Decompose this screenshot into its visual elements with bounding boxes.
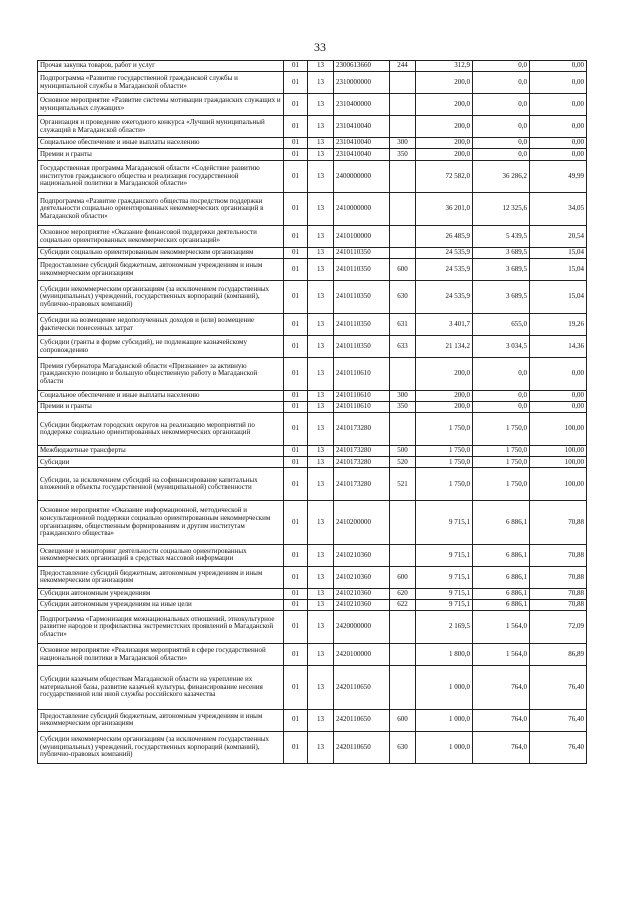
row-target-article-code: 2420110650: [334, 666, 390, 710]
table-row: [38, 116, 587, 138]
row-target-article-code: 2310410040: [334, 116, 390, 138]
row-execution-percent: 100,00: [530, 468, 587, 501]
row-actual-amount: 3 689,5: [473, 259, 530, 281]
table-row: [38, 402, 587, 413]
row-execution-percent: 70,88: [530, 544, 587, 566]
table-row: [38, 358, 587, 391]
row-name: Подпрограмма «Развитие государственной гражданской службы и муниципальной службы в Магаданской области»: [38, 72, 284, 94]
table-row: [38, 468, 587, 501]
row-subsection-code: 13: [308, 600, 334, 611]
row-target-article-code: 2410110610: [334, 358, 390, 391]
row-expense-type-code: 630: [390, 281, 416, 314]
row-name: Межбюджетные трансферты: [38, 446, 284, 457]
table-row: [38, 666, 587, 710]
budget-table: [37, 60, 587, 764]
row-target-article-code: 2310410040: [334, 138, 390, 149]
row-plan-amount: 26 485,9: [416, 226, 473, 248]
row-plan-amount: 9 715,1: [416, 544, 473, 566]
row-section-code: 01: [284, 193, 308, 226]
row-target-article-code: 2420100000: [334, 644, 390, 666]
row-expense-type-code: 350: [390, 149, 416, 160]
row-expense-type-code: 600: [390, 566, 416, 588]
row-name: Премия губернатора Магаданской области «Признание» за активную гражданскую позицию и большую общественную работу в Магаданской области: [38, 358, 284, 391]
row-actual-amount: 6 886,1: [473, 566, 530, 588]
row-expense-type-code: [390, 116, 416, 138]
row-target-article-code: 2410110350: [334, 281, 390, 314]
row-section-code: 01: [284, 72, 308, 94]
row-section-code: 01: [284, 336, 308, 358]
row-actual-amount: 0,0: [473, 61, 530, 72]
row-execution-percent: 100,00: [530, 457, 587, 468]
row-actual-amount: 764,0: [473, 709, 530, 731]
row-subsection-code: 13: [308, 468, 334, 501]
row-execution-percent: 0,00: [530, 61, 587, 72]
row-section-code: 01: [284, 149, 308, 160]
row-actual-amount: 36 286,2: [473, 160, 530, 193]
row-plan-amount: 200,0: [416, 390, 473, 401]
row-expense-type-code: 244: [390, 61, 416, 72]
row-subsection-code: 13: [308, 644, 334, 666]
table-row: [38, 731, 587, 764]
row-plan-amount: 9 715,1: [416, 588, 473, 599]
row-target-article-code: 2410173280: [334, 457, 390, 468]
row-plan-amount: 200,0: [416, 358, 473, 391]
row-actual-amount: 0,0: [473, 390, 530, 401]
table-row: [38, 544, 587, 566]
row-section-code: 01: [284, 666, 308, 710]
row-name: Субсидии: [38, 457, 284, 468]
row-subsection-code: 13: [308, 193, 334, 226]
row-plan-amount: 24 535,9: [416, 259, 473, 281]
row-expense-type-code: [390, 611, 416, 644]
row-target-article-code: 2400000000: [334, 160, 390, 193]
table-row: [38, 193, 587, 226]
row-execution-percent: 70,88: [530, 588, 587, 599]
row-plan-amount: 3 401,7: [416, 314, 473, 336]
row-section-code: 01: [284, 501, 308, 545]
row-expense-type-code: 631: [390, 314, 416, 336]
row-subsection-code: 13: [308, 149, 334, 160]
row-expense-type-code: [390, 94, 416, 116]
row-subsection-code: 13: [308, 413, 334, 446]
row-execution-percent: 0,00: [530, 358, 587, 391]
row-plan-amount: 9 715,1: [416, 501, 473, 545]
table-row: [38, 611, 587, 644]
row-name: Субсидии социально ориентированным некоммерческим организациям: [38, 248, 284, 259]
row-actual-amount: 0,0: [473, 116, 530, 138]
row-execution-percent: 70,88: [530, 566, 587, 588]
row-target-article-code: 2410210360: [334, 600, 390, 611]
row-expense-type-code: [390, 248, 416, 259]
row-section-code: 01: [284, 644, 308, 666]
row-execution-percent: 15,04: [530, 281, 587, 314]
row-expense-type-code: [390, 226, 416, 248]
table-row: [38, 259, 587, 281]
row-name: Предоставление субсидий бюджетным, автономным учреждениям и иным некоммерческим организациям: [38, 259, 284, 281]
row-actual-amount: 1 750,0: [473, 413, 530, 446]
row-expense-type-code: 300: [390, 138, 416, 149]
row-target-article-code: 2410210360: [334, 544, 390, 566]
row-name: Организация и проведение ежегодного конкурса «Лучший муниципальный служащий в Магаданской области»: [38, 116, 284, 138]
row-section-code: 01: [284, 446, 308, 457]
row-plan-amount: 200,0: [416, 116, 473, 138]
row-execution-percent: 34,05: [530, 193, 587, 226]
row-expense-type-code: 620: [390, 588, 416, 599]
row-execution-percent: 70,88: [530, 600, 587, 611]
row-plan-amount: 312,9: [416, 61, 473, 72]
row-name: Освещение и мониторинг деятельности социально ориентированных некоммерческих организаций в средствах массовой информации: [38, 544, 284, 566]
row-execution-percent: 14,36: [530, 336, 587, 358]
row-section-code: 01: [284, 390, 308, 401]
row-actual-amount: 0,0: [473, 402, 530, 413]
row-subsection-code: 13: [308, 666, 334, 710]
row-plan-amount: 21 134,2: [416, 336, 473, 358]
row-expense-type-code: [390, 413, 416, 446]
row-section-code: 01: [284, 94, 308, 116]
row-execution-percent: 100,00: [530, 446, 587, 457]
row-plan-amount: 1 000,0: [416, 709, 473, 731]
row-subsection-code: 13: [308, 390, 334, 401]
row-actual-amount: 1 750,0: [473, 446, 530, 457]
row-execution-percent: 0,00: [530, 138, 587, 149]
row-plan-amount: 2 169,5: [416, 611, 473, 644]
row-subsection-code: 13: [308, 248, 334, 259]
row-name: Предоставление субсидий бюджетным, автономным учреждениям и иным некоммерческим организациям: [38, 566, 284, 588]
row-section-code: 01: [284, 61, 308, 72]
row-actual-amount: 764,0: [473, 731, 530, 764]
row-actual-amount: 0,0: [473, 149, 530, 160]
row-execution-percent: 15,04: [530, 248, 587, 259]
row-target-article-code: 2410110350: [334, 314, 390, 336]
row-name: Субсидии казачьим обществам Магаданской области на укрепление их материальной базы, развитие казачьей культуры, финансирование несения государственной или иной службы российского казачества: [38, 666, 284, 710]
row-execution-percent: 20,54: [530, 226, 587, 248]
row-plan-amount: 200,0: [416, 149, 473, 160]
row-plan-amount: 1 750,0: [416, 468, 473, 501]
row-name: Подпрограмма «Гармонизация межнациональных отношений, этнокультурное развитие народов и профилактика экстремистских проявлений в Магаданской области»: [38, 611, 284, 644]
table-row: [38, 588, 587, 599]
row-actual-amount: 1 564,0: [473, 644, 530, 666]
row-actual-amount: 12 325,6: [473, 193, 530, 226]
row-expense-type-code: [390, 160, 416, 193]
row-section-code: 01: [284, 566, 308, 588]
table-row: [38, 248, 587, 259]
row-subsection-code: 13: [308, 116, 334, 138]
row-plan-amount: 1 800,0: [416, 644, 473, 666]
row-target-article-code: 2410110350: [334, 259, 390, 281]
row-section-code: 01: [284, 468, 308, 501]
row-target-article-code: 2420110650: [334, 731, 390, 764]
row-subsection-code: 13: [308, 72, 334, 94]
row-target-article-code: 2410210360: [334, 566, 390, 588]
row-plan-amount: 1 000,0: [416, 731, 473, 764]
row-subsection-code: 13: [308, 226, 334, 248]
table-row: [38, 281, 587, 314]
row-subsection-code: 13: [308, 544, 334, 566]
row-expense-type-code: [390, 501, 416, 545]
row-plan-amount: 200,0: [416, 402, 473, 413]
row-expense-type-code: [390, 72, 416, 94]
row-plan-amount: 1 750,0: [416, 446, 473, 457]
row-expense-type-code: [390, 358, 416, 391]
row-subsection-code: 13: [308, 138, 334, 149]
row-target-article-code: 2410110610: [334, 390, 390, 401]
row-plan-amount: 24 535,9: [416, 281, 473, 314]
row-name: Субсидии (гранты в форме субсидий), не подлежащие казначейскому сопровождению: [38, 336, 284, 358]
table-row: [38, 457, 587, 468]
row-actual-amount: 6 886,1: [473, 600, 530, 611]
row-execution-percent: 76,40: [530, 709, 587, 731]
table-row: [38, 600, 587, 611]
row-target-article-code: 2410173280: [334, 446, 390, 457]
row-target-article-code: 2410173280: [334, 468, 390, 501]
row-expense-type-code: 630: [390, 731, 416, 764]
row-name: Государственная программа Магаданской области «Содействие развитию институтов гражданского общества и реализация государственной национальной политики в Магаданской области»: [38, 160, 284, 193]
row-section-code: 01: [284, 281, 308, 314]
row-section-code: 01: [284, 226, 308, 248]
row-name: Субсидии на возмещение недополученных доходов и (или) возмещение фактически понесенных затрат: [38, 314, 284, 336]
row-section-code: 01: [284, 413, 308, 446]
row-expense-type-code: 500: [390, 446, 416, 457]
table-row: [38, 390, 587, 401]
row-plan-amount: 200,0: [416, 94, 473, 116]
row-plan-amount: 24 535,9: [416, 248, 473, 259]
row-name: Субсидии некоммерческим организациям (за исключением государственных (муниципальных) учреждений, государственных корпораций (компаний), публично-правовых компаний): [38, 731, 284, 764]
row-execution-percent: 76,40: [530, 666, 587, 710]
row-name: Подпрограмма «Развитие гражданского общества посредством поддержки деятельности социально ориентированных некоммерческих организаций в Магаданской области»: [38, 193, 284, 226]
row-subsection-code: 13: [308, 336, 334, 358]
row-section-code: 01: [284, 588, 308, 599]
row-target-article-code: 2410100000: [334, 226, 390, 248]
table-row: [38, 413, 587, 446]
row-target-article-code: 2310400000: [334, 94, 390, 116]
row-execution-percent: 86,89: [530, 644, 587, 666]
row-section-code: 01: [284, 731, 308, 764]
row-execution-percent: 0,00: [530, 72, 587, 94]
row-plan-amount: 200,0: [416, 72, 473, 94]
row-expense-type-code: 350: [390, 402, 416, 413]
row-subsection-code: 13: [308, 588, 334, 599]
row-plan-amount: 1 750,0: [416, 457, 473, 468]
row-actual-amount: 764,0: [473, 666, 530, 710]
row-actual-amount: 5 439,5: [473, 226, 530, 248]
row-subsection-code: 13: [308, 358, 334, 391]
table-row: [38, 446, 587, 457]
row-subsection-code: 13: [308, 446, 334, 457]
row-actual-amount: 1 564,0: [473, 611, 530, 644]
row-subsection-code: 13: [308, 457, 334, 468]
row-expense-type-code: 300: [390, 390, 416, 401]
row-expense-type-code: 600: [390, 709, 416, 731]
row-actual-amount: 1 750,0: [473, 468, 530, 501]
row-subsection-code: 13: [308, 94, 334, 116]
row-expense-type-code: [390, 666, 416, 710]
row-expense-type-code: 622: [390, 600, 416, 611]
row-target-article-code: 2420110650: [334, 709, 390, 731]
row-execution-percent: 0,00: [530, 94, 587, 116]
row-actual-amount: 3 689,5: [473, 281, 530, 314]
row-expense-type-code: [390, 644, 416, 666]
row-expense-type-code: [390, 544, 416, 566]
row-execution-percent: 72,09: [530, 611, 587, 644]
row-actual-amount: 1 750,0: [473, 457, 530, 468]
row-actual-amount: 3 689,5: [473, 248, 530, 259]
row-actual-amount: 655,0: [473, 314, 530, 336]
row-section-code: 01: [284, 611, 308, 644]
row-name: Основное мероприятие «Реализация мероприятий в сфере государственной национальной политики в Магаданской области»: [38, 644, 284, 666]
row-actual-amount: 6 886,1: [473, 501, 530, 545]
row-target-article-code: 2410110350: [334, 248, 390, 259]
row-section-code: 01: [284, 314, 308, 336]
row-actual-amount: 0,0: [473, 138, 530, 149]
row-name: Основное мероприятие «Оказание информационной, методической и консультационной поддержки социально ориентированным некоммерческим организациям, общественным формированиям и другим институтам гражданского общества»: [38, 501, 284, 545]
row-section-code: 01: [284, 709, 308, 731]
row-subsection-code: 13: [308, 731, 334, 764]
row-execution-percent: 15,04: [530, 259, 587, 281]
table-row: [38, 501, 587, 545]
row-name: Основное мероприятие «Развитие системы мотивации гражданских служащих и муниципальных служащих»: [38, 94, 284, 116]
row-section-code: 01: [284, 544, 308, 566]
row-target-article-code: 2410173280: [334, 413, 390, 446]
table-row: [38, 61, 587, 72]
row-name: Основное мероприятие «Оказание финансовой поддержки деятельности социально ориентированных некоммерческих организаций»: [38, 226, 284, 248]
row-name: Социальное обеспечение и иные выплаты населению: [38, 138, 284, 149]
table-row: [38, 149, 587, 160]
row-execution-percent: 0,00: [530, 116, 587, 138]
row-target-article-code: 2410210360: [334, 588, 390, 599]
table-row: [38, 94, 587, 116]
row-subsection-code: 13: [308, 566, 334, 588]
row-plan-amount: 1 000,0: [416, 666, 473, 710]
row-expense-type-code: 521: [390, 468, 416, 501]
row-plan-amount: 9 715,1: [416, 600, 473, 611]
row-name: Премии и гранты: [38, 402, 284, 413]
row-target-article-code: 2300613660: [334, 61, 390, 72]
row-subsection-code: 13: [308, 611, 334, 644]
row-actual-amount: 6 886,1: [473, 544, 530, 566]
row-target-article-code: 2410110610: [334, 402, 390, 413]
row-plan-amount: 9 715,1: [416, 566, 473, 588]
row-actual-amount: 6 886,1: [473, 588, 530, 599]
row-subsection-code: 13: [308, 259, 334, 281]
table-row: [38, 709, 587, 731]
row-expense-type-code: 633: [390, 336, 416, 358]
row-section-code: 01: [284, 402, 308, 413]
row-target-article-code: 2410110350: [334, 336, 390, 358]
row-target-article-code: 2310410040: [334, 149, 390, 160]
row-actual-amount: 0,0: [473, 94, 530, 116]
table-row: [38, 566, 587, 588]
row-name: Премии и гранты: [38, 149, 284, 160]
table-row: [38, 336, 587, 358]
row-target-article-code: 2420000000: [334, 611, 390, 644]
row-expense-type-code: 600: [390, 259, 416, 281]
row-target-article-code: 2310000000: [334, 72, 390, 94]
row-expense-type-code: 520: [390, 457, 416, 468]
row-actual-amount: 0,0: [473, 358, 530, 391]
row-name: Предоставление субсидий бюджетным, автономным учреждениям и иным некоммерческим организациям: [38, 709, 284, 731]
row-plan-amount: 1 750,0: [416, 413, 473, 446]
row-section-code: 01: [284, 248, 308, 259]
table-row: [38, 138, 587, 149]
row-section-code: 01: [284, 600, 308, 611]
row-name: Субсидии, за исключением субсидий на софинансирование капитальных вложений в объекты государственной (муниципальной) собственности: [38, 468, 284, 501]
row-execution-percent: 0,00: [530, 390, 587, 401]
row-execution-percent: 0,00: [530, 149, 587, 160]
table-row: [38, 72, 587, 94]
row-subsection-code: 13: [308, 402, 334, 413]
row-execution-percent: 19,26: [530, 314, 587, 336]
row-execution-percent: 0,00: [530, 402, 587, 413]
row-plan-amount: 36 201,0: [416, 193, 473, 226]
row-plan-amount: 200,0: [416, 138, 473, 149]
row-section-code: 01: [284, 358, 308, 391]
row-expense-type-code: [390, 193, 416, 226]
row-subsection-code: 13: [308, 281, 334, 314]
table-row: [38, 226, 587, 248]
row-execution-percent: 100,00: [530, 413, 587, 446]
row-section-code: 01: [284, 138, 308, 149]
table-row: [38, 160, 587, 193]
row-actual-amount: 0,0: [473, 72, 530, 94]
row-subsection-code: 13: [308, 160, 334, 193]
row-subsection-code: 13: [308, 709, 334, 731]
row-subsection-code: 13: [308, 314, 334, 336]
row-actual-amount: 3 034,5: [473, 336, 530, 358]
row-name: Субсидии автономным учреждениям: [38, 588, 284, 599]
table-row: [38, 314, 587, 336]
row-section-code: 01: [284, 457, 308, 468]
row-execution-percent: 49,99: [530, 160, 587, 193]
row-plan-amount: 72 582,0: [416, 160, 473, 193]
row-subsection-code: 13: [308, 501, 334, 545]
row-section-code: 01: [284, 259, 308, 281]
row-name: Субсидии некоммерческим организациям (за исключением государственных (муниципальных) учреждений, государственных корпораций (компаний), публично-правовых компаний): [38, 281, 284, 314]
page-number: 33: [314, 40, 326, 54]
row-target-article-code: 2410000000: [334, 193, 390, 226]
row-section-code: 01: [284, 116, 308, 138]
row-execution-percent: 76,40: [530, 731, 587, 764]
row-target-article-code: 2410200000: [334, 501, 390, 545]
row-name: Прочая закупка товаров, работ и услуг: [38, 61, 284, 72]
row-name: Субсидии автономным учреждениям на иные цели: [38, 600, 284, 611]
row-execution-percent: 70,88: [530, 501, 587, 545]
row-name: Социальное обеспечение и иные выплаты населению: [38, 390, 284, 401]
row-section-code: 01: [284, 160, 308, 193]
row-name: Субсидии бюджетам городских округов на реализацию мероприятий по поддержке социально ориентированных некоммерческих организаций: [38, 413, 284, 446]
row-subsection-code: 13: [308, 61, 334, 72]
table-row: [38, 644, 587, 666]
